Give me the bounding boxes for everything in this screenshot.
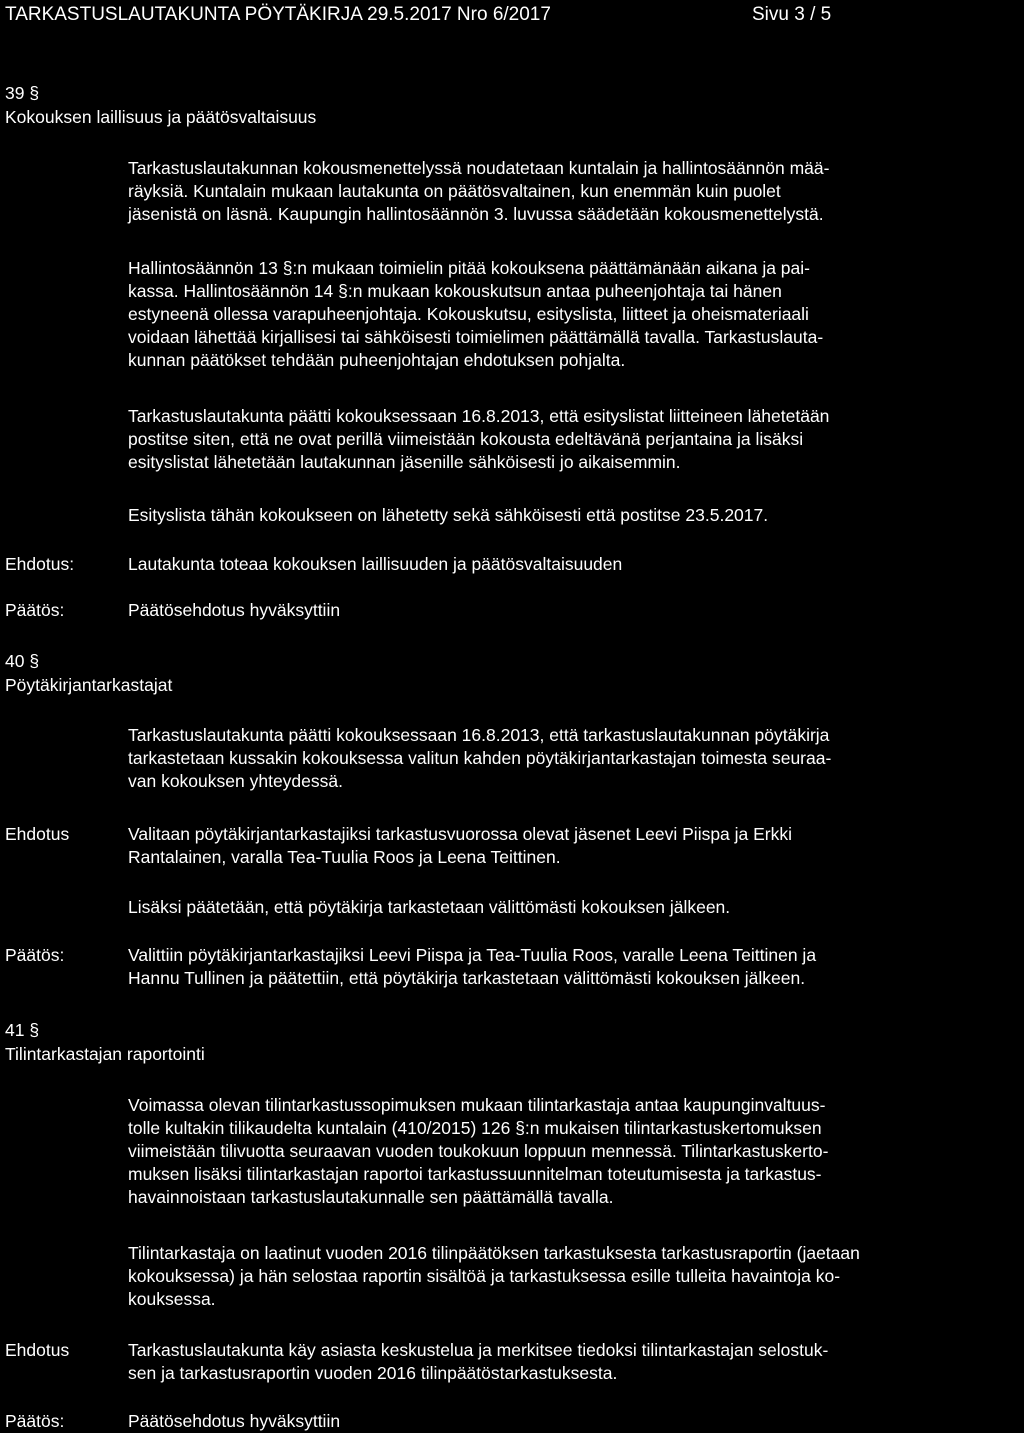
decision-label: Päätös:	[5, 945, 65, 965]
proposal-label: Ehdotus	[5, 824, 70, 844]
paragraph-line: postitse siten, että ne ovat perillä viimeistään kokousta edeltävänä perjantaina ja lisäksi	[128, 429, 804, 449]
section-title: Kokouksen laillisuus ja päätösvaltaisuus	[5, 107, 317, 127]
paragraph-line: tolle kultakin tilikaudelta kuntalain (410/2015) 126 §:n mukaisen tilintarkastuskertomuksen	[128, 1118, 822, 1138]
paragraph	[128, 257, 823, 372]
paragraph-line: viimeistään tilivuotta seuraavan vuoden toukokuun loppuun mennessä. Tilintarkastuskerto-	[128, 1141, 829, 1161]
paragraph-line: jäsenistä on läsnä. Kaupungin hallintosäännön 3. luvussa säädetään kokousmenettelystä.	[128, 204, 824, 224]
decision-label: Päätös:	[5, 1411, 65, 1431]
paragraph	[128, 724, 831, 793]
paragraph-line: esityslistat lähetetään lautakunnan jäsenille sähköisesti jo aikaisemmin.	[128, 452, 681, 472]
paragraph-line: Tilintarkastaja on laatinut vuoden 2016 tilinpäätöksen tarkastuksesta tarkastusraportin (jaetaan	[128, 1243, 860, 1263]
paragraph-line: van kokouksen yhteydessä.	[128, 771, 343, 791]
section-number: 40 §	[5, 651, 40, 671]
section-title: Tilintarkastajan raportointi	[5, 1044, 205, 1064]
paragraph-line: Tarkastuslautakunta päätti kokouksessaan 16.8.2013, että tarkastuslautakunnan pöytäkirja	[128, 725, 830, 745]
paragraph-line: havainnoistaan tarkastuslautakunnalle sen päättämällä tavalla.	[128, 1187, 614, 1207]
paragraph	[128, 896, 730, 919]
paragraph	[128, 1242, 860, 1311]
proposal-text	[128, 553, 622, 576]
paragraph	[128, 1094, 828, 1209]
decision-line: Hannu Tullinen ja päätettiin, että pöytäkirja tarkastetaan välittömästi kokouksen jälkeen.	[128, 968, 806, 988]
paragraph-line: Tarkastuslautakunta päätti kokouksessaan 16.8.2013, että esityslistat liitteineen lähetetään	[128, 406, 830, 426]
proposal-label: Ehdotus:	[5, 554, 75, 574]
paragraph-line: kassa. Hallintosäännön 14 §:n mukaan kokouskutsun antaa puheenjohtaja tai hänen	[128, 281, 782, 301]
proposal-line: Lautakunta toteaa kokouksen laillisuuden ja päätösvaltaisuuden	[128, 554, 623, 574]
paragraph-line: Tarkastuslautakunnan kokousmenettelyssä noudatetaan kuntalain ja hallintosäännön mää-	[128, 158, 830, 178]
paragraph-line: kouksessa.	[128, 1289, 216, 1309]
proposal-line: Tarkastuslautakunta käy asiasta keskustelua ja merkitsee tiedoksi tilintarkastajan selostuk-	[128, 1340, 829, 1360]
decision-line: Päätösehdotus hyväksyttiin	[128, 1411, 341, 1431]
paragraph-line: estyneenä ollessa varapuheenjohtaja. Kokouskutsu, esityslista, liitteet ja oheismateriaali	[128, 304, 809, 324]
paragraph-line: kokouksessa) ja hän selostaa raportin sisältöä ja tarkastuksessa esille tulleita havaintoja ko-	[128, 1266, 841, 1286]
page-number: Sivu 3 / 5	[752, 4, 832, 25]
paragraph-line: muksen lisäksi tilintarkastajan raportoi tarkastussuunnitelman toteutumisesta ja tarkastus-	[128, 1164, 822, 1184]
paragraph-line: tarkastetaan kussakin kokouksessa valitun kahden pöytäkirjantarkastajan toimesta seuraa-	[128, 748, 832, 768]
proposal-text	[128, 1339, 828, 1385]
decision-line: Valittiin pöytäkirjantarkastajiksi Leevi Piispa ja Tea-Tuulia Roos, varalle Leena Teittinen ja	[128, 945, 817, 965]
paragraph-line: Voimassa olevan tilintarkastussopimuksen mukaan tilintarkastaja antaa kaupunginvaltuus-	[128, 1095, 826, 1115]
proposal-line: sen ja tarkastusraportin vuoden 2016 tilinpäätöstarkastuksesta.	[128, 1363, 618, 1383]
proposal-line: Valitaan pöytäkirjantarkastajiksi tarkastusvuorossa olevat jäsenet Leevi Piispa ja Erkki	[128, 824, 793, 844]
proposal-line: Rantalainen, varalla Tea-Tuulia Roos ja Leena Teittinen.	[128, 847, 561, 867]
decision-text	[128, 599, 340, 622]
decision-label: Päätös:	[5, 600, 65, 620]
paragraph-line: voidaan lähettää kirjallisesi tai sähköisesti toimielimen päättämällä tavalla. Tarkastuslauta-	[128, 327, 824, 347]
section-number: 41 §	[5, 1020, 40, 1040]
paragraph-line: räyksiä. Kuntalain mukaan lautakunta on päätösvaltainen, kun enemmän kuin puolet	[128, 181, 781, 201]
paragraph-line: Esityslista tähän kokoukseen on lähetetty sekä sähköisesti että postitse 23.5.2017.	[128, 505, 769, 525]
paragraph-line: Hallintosäännön 13 §:n mukaan toimielin pitää kokouksena päättämänään aikana ja pai-	[128, 258, 810, 278]
section-number: 39 §	[5, 83, 40, 103]
paragraph	[128, 405, 829, 474]
paragraph	[128, 157, 829, 226]
paragraph-line: Lisäksi päätetään, että pöytäkirja tarkastetaan välittömästi kokouksen jälkeen.	[128, 897, 731, 917]
decision-line: Päätösehdotus hyväksyttiin	[128, 600, 341, 620]
document-title: TARKASTUSLAUTAKUNTA PÖYTÄKIRJA 29.5.2017 Nro 6/2017	[5, 4, 551, 25]
paragraph-line: kunnan päätökset tehdään puheenjohtajan ehdotuksen pohjalta.	[128, 350, 626, 370]
decision-text	[128, 944, 816, 990]
paragraph	[128, 504, 768, 527]
section-title: Pöytäkirjantarkastajat	[5, 675, 173, 695]
proposal-label: Ehdotus	[5, 1340, 70, 1360]
proposal-text	[128, 823, 792, 869]
decision-text	[128, 1410, 340, 1433]
